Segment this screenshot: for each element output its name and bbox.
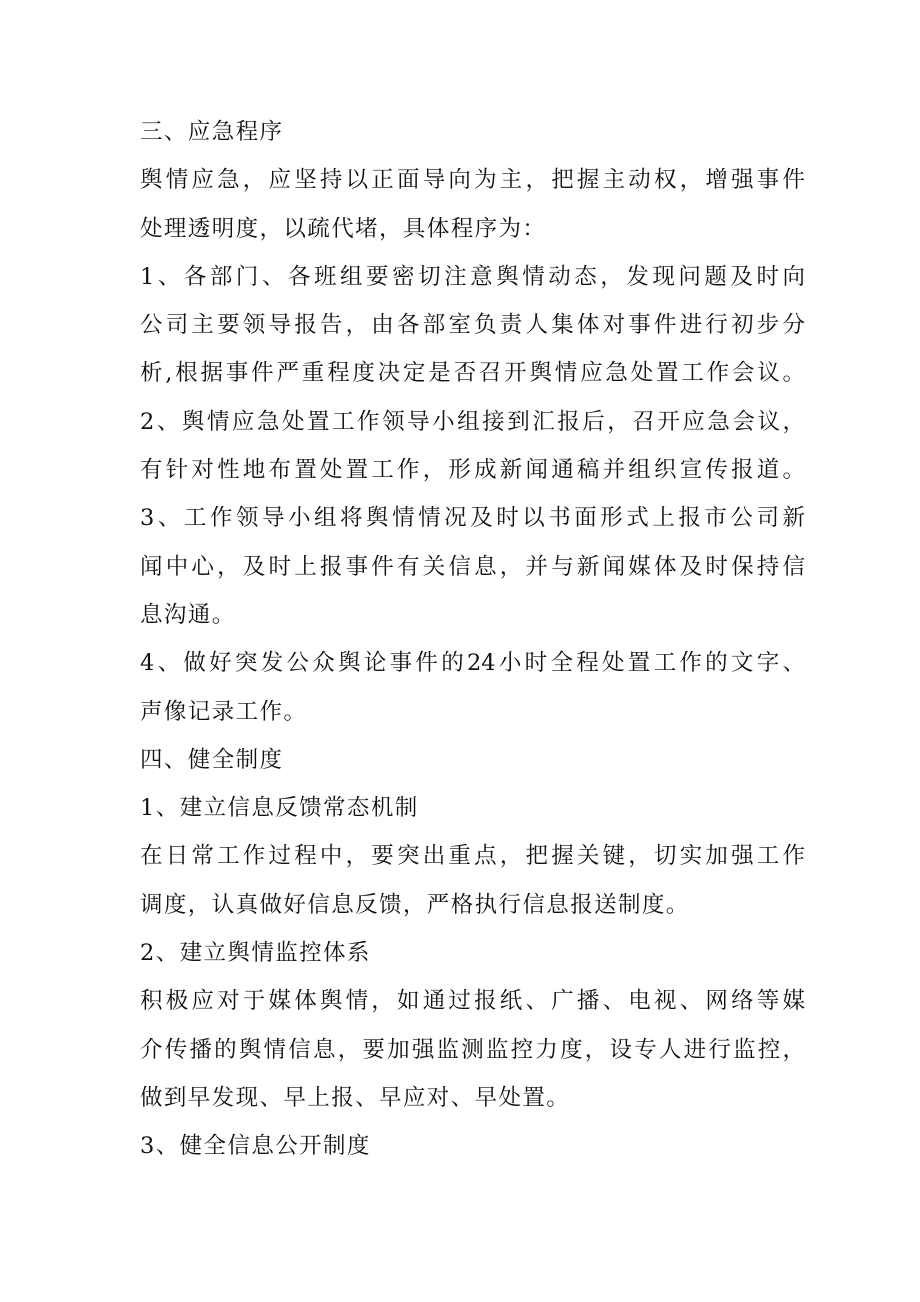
text-line: 息沟通。 <box>140 601 236 628</box>
text-line: 做到早发现、早上报、早应对、早处置。 <box>140 1084 571 1111</box>
text-line: 1、建立信息反馈常态机制 <box>140 795 419 822</box>
text-line: 2、建立舆情监控体系 <box>140 940 371 967</box>
text-line: 1、各部门、各班组要密切注意舆情动态，发现问题及时向 <box>140 263 805 290</box>
text-line: 积极应对于媒体舆情，如通过报纸、广播、电视、网络等媒 <box>140 988 805 1015</box>
text-line: 四、健全制度 <box>140 746 284 773</box>
text-line: 闻中心，及时上报事件有关信息，并与新闻媒体及时保持信 <box>140 553 805 580</box>
text-line: 在日常工作过程中，要突出重点，把握关键，切实加强工作 <box>140 843 805 870</box>
text-line: 3、工作领导小组将舆情情况及时以书面形式上报市公司新 <box>140 505 805 532</box>
text-line: 2、舆情应急处置工作领导小组接到汇报后，召开应急会议， <box>140 408 805 435</box>
text-line: 3、健全信息公开制度 <box>140 1133 371 1160</box>
document-page <box>140 108 805 1171</box>
text-line: 介传播的舆情信息，要加强监测监控力度，设专人进行监控， <box>140 1036 805 1063</box>
text-line: 析,根据事件严重程度决定是否召开舆情应急处置工作会议。 <box>140 360 805 387</box>
text-line: 舆情应急，应坚持以正面导向为主，把握主动权，增强事件 <box>140 167 805 194</box>
text-line: 有针对性地布置处置工作，形成新闻通稿并组织宣传报道。 <box>140 457 805 484</box>
text-line: 调度，认真做好信息反馈，严格执行信息报送制度。 <box>140 891 690 918</box>
text-line: 公司主要领导报告，由各部室负责人集体对事件进行初步分 <box>140 312 805 339</box>
text-line: 处理透明度，以疏代堵，具体程序为： <box>140 215 547 242</box>
text-line: 声像记录工作。 <box>140 698 308 725</box>
text-line: 4、做好突发公众舆论事件的24小时全程处置工作的文字、 <box>140 650 805 677</box>
text-line: 三、应急程序 <box>140 119 284 145</box>
